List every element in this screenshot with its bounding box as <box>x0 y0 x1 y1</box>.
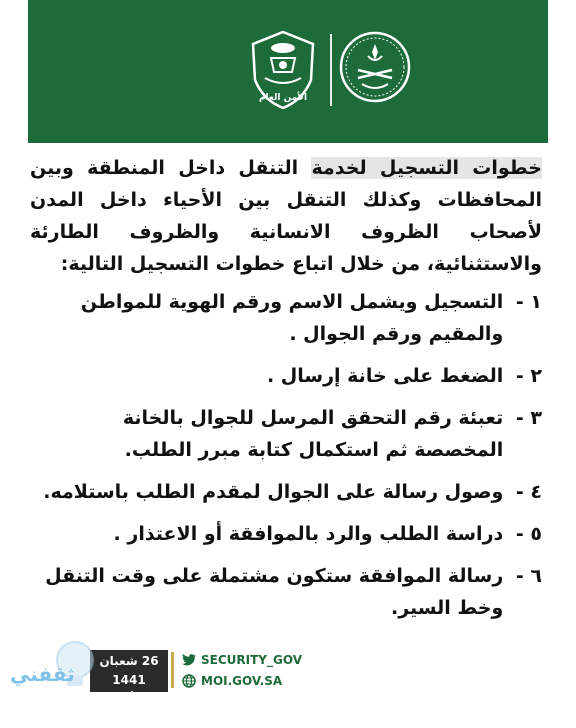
gregorian-date: 19 أبريل 2020 <box>102 692 156 725</box>
step-text: الضغط على خانة إرسال . <box>266 365 504 387</box>
public-security-emblem-icon <box>243 28 323 112</box>
step-item <box>30 286 542 350</box>
step-number: ٦ - <box>509 565 542 587</box>
step-text: تعبئة رقم التحقق المرسل للجوال بالخانة المخصصة ثم استكمال كتابة مبرر الطلب. <box>122 407 504 461</box>
hijri-date: 26 شعبان 1441 <box>99 654 159 687</box>
intro-paragraph <box>30 152 542 280</box>
public-security-label: الأمن العام <box>258 93 308 103</box>
step-item <box>30 560 542 624</box>
step-text: وصول رسالة على الجوال لمقدم الطلب باستلامه. <box>43 481 504 503</box>
website-link[interactable] <box>182 670 302 691</box>
step-item <box>30 518 542 550</box>
step-number: ٣ - <box>509 407 542 429</box>
twitter-icon <box>182 654 196 666</box>
intro-highlight: خطوات التسجيل لخدمة <box>311 157 543 179</box>
step-text: التسجيل ويشمل الاسم ورقم الهوية للمواطن والمقيم ورقم الجوال . <box>80 291 504 345</box>
twitter-link[interactable] <box>182 649 302 670</box>
social-links <box>182 649 302 691</box>
step-text: رسالة الموافقة ستكون مشتملة على وقت التنقل وخط السير. <box>45 565 504 619</box>
twitter-handle: SECURITY_GOV <box>201 652 302 667</box>
step-number: ١ - <box>509 291 542 313</box>
logos-group <box>243 28 423 118</box>
step-item <box>30 476 542 508</box>
footer <box>80 645 302 725</box>
step-item <box>30 402 542 466</box>
globe-icon <box>182 674 196 688</box>
step-item <box>30 360 542 392</box>
step-number: ٤ - <box>509 481 542 503</box>
header-banner <box>28 0 548 143</box>
intro-rest: التنقل داخل المنطقة وبين المحافظات وكذلك التنقل بين الأحياء داخل المدن لأصحاب الظروف الانسانية والظروف الطارئة والاستثنائية، من خلال اتباع خطوات التسجيل التالية: <box>30 157 542 275</box>
step-number: ٢ - <box>509 365 542 387</box>
website-url: MOI.GOV.SA <box>201 673 283 688</box>
ministry-of-interior-emblem-icon <box>338 30 412 104</box>
step-number: ٥ - <box>509 523 542 545</box>
watermark <box>0 636 110 699</box>
step-text: دراسة الطلب والرد بالموافقة أو الاعتذار . <box>113 523 504 545</box>
announcement-text <box>30 152 542 634</box>
logo-divider <box>330 34 332 106</box>
footer-separator <box>171 652 174 688</box>
watermark-text: ثقفني <box>10 662 75 686</box>
